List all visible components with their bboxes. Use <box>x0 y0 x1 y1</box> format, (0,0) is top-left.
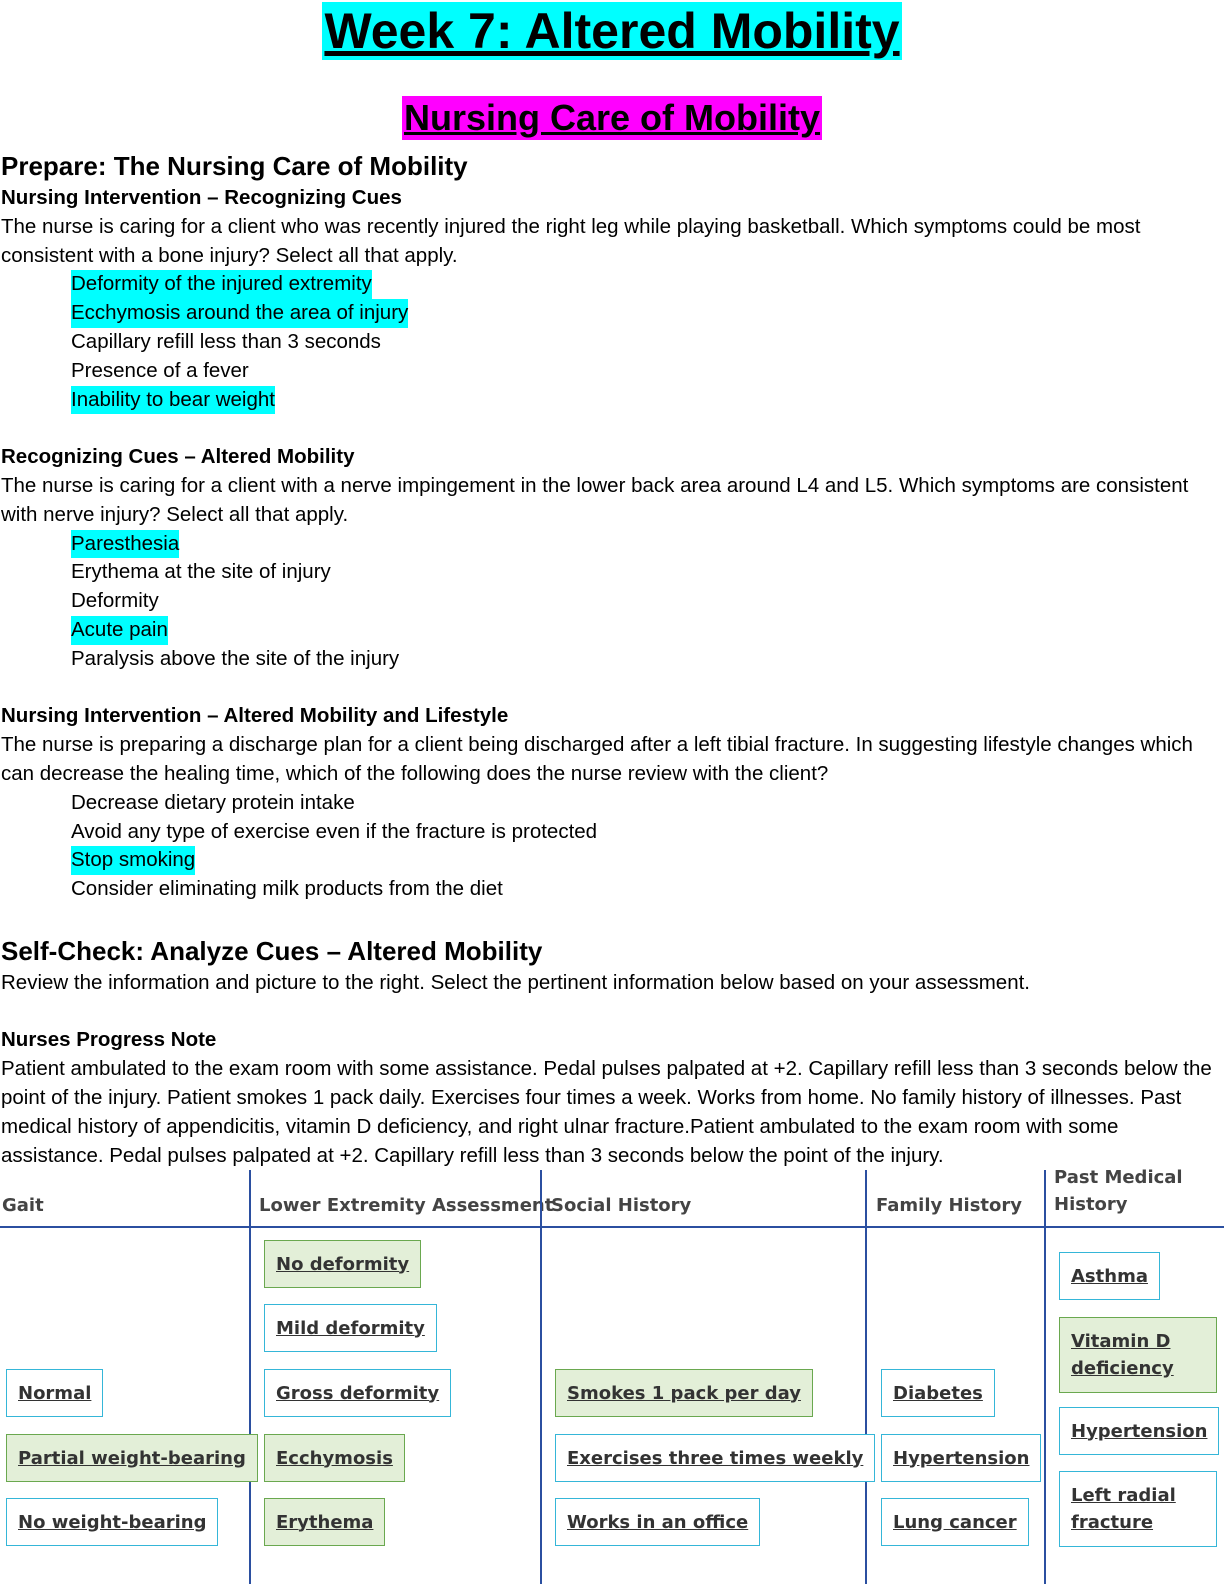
column-header-past-medical-history: Past Medical History <box>1054 1167 1183 1215</box>
section-heading-selfcheck: Self-Check: Analyze Cues – Altered Mobility <box>1 935 543 966</box>
column-divider <box>865 1170 867 1584</box>
q3-option-label: Avoid any type of exercise even if the fracture is protected <box>71 819 598 843</box>
q2-option <box>1 530 1223 559</box>
pmh-option-hypertension[interactable]: Hypertension <box>1059 1407 1219 1455</box>
q3-option <box>1 846 1223 875</box>
spacer <box>1 998 1223 1027</box>
q1-option <box>1 299 1223 328</box>
q3-option-label: Stop smoking <box>71 846 195 875</box>
q2-option-label: Deformity <box>71 589 159 613</box>
question1-heading: Nursing Intervention – Recognizing Cues <box>1 186 402 209</box>
document-body <box>1 148 1223 1170</box>
spacer <box>1 414 1223 443</box>
lower-option-no-deformity[interactable]: No deformity <box>264 1240 421 1288</box>
q3-option <box>1 875 1223 904</box>
question3-text: The nurse is preparing a discharge plan for a client being discharged after a left tibial fracture. In suggesting lifestyle changes which can decrease the healing time, which of the following does the nurse review with the client? <box>1 733 1193 785</box>
column-header-lower-extremity: Lower Extremity Assessment <box>259 1195 554 1216</box>
pmh-option-asthma[interactable]: Asthma <box>1059 1252 1160 1300</box>
q1-option-label: Presence of a fever <box>71 358 249 382</box>
pmh-option-left-radial-fracture[interactable]: Left radial fracture <box>1059 1471 1217 1547</box>
q1-option <box>1 386 1223 415</box>
family-option-hypertension[interactable]: Hypertension <box>881 1434 1041 1482</box>
section-heading-prepare: Prepare: The Nursing Care of Mobility <box>1 151 468 181</box>
family-option-diabetes[interactable]: Diabetes <box>881 1369 995 1417</box>
social-option-exercises[interactable]: Exercises three times weekly <box>555 1434 875 1482</box>
gait-option-no-weight-bearing[interactable]: No weight-bearing <box>6 1498 218 1546</box>
family-option-lung-cancer[interactable]: Lung cancer <box>881 1498 1029 1546</box>
column-header-gait: Gait <box>2 1195 44 1216</box>
document-subtitle: Nursing Care of Mobility <box>403 97 821 138</box>
q1-option <box>1 357 1223 386</box>
document-title: Week 7: Altered Mobility <box>324 3 900 59</box>
column-header-social-history: Social History <box>551 1195 692 1216</box>
q2-option <box>1 616 1223 645</box>
q2-option <box>1 587 1223 616</box>
lower-option-erythema[interactable]: Erythema <box>264 1498 385 1546</box>
question2-text: The nurse is caring for a client with a nerve impingement in the lower back area around L4 and L5. Which symptoms are consistent with nerve injury? Select all that apply. <box>1 473 1189 526</box>
column-divider <box>540 1170 542 1584</box>
q1-option-label: Ecchymosis around the area of injury <box>71 299 408 328</box>
q1-option <box>1 328 1223 357</box>
header-divider <box>0 1226 1224 1228</box>
question3-heading: Nursing Intervention – Altered Mobility and Lifestyle <box>1 704 509 728</box>
assessment-table <box>0 1166 1224 1584</box>
progress-note-text: Patient ambulated to the exam room with some assistance. Pedal pulses palpated at +2. Capillary refill less than 3 seconds below the point of the injury. Patient smokes 1 pack daily. Exercises four times a week. Works from home. No family history of illnesses. Past medical history of appendicitis, vitamin D deficiency, and right ulnar fracture.Patient ambulated to the exam room with some assistance. Pedal pulses palpated at +2. Capillary refill less than 3 seconds below the point of the injury. <box>1 1057 1212 1167</box>
spacer <box>1 904 1223 933</box>
question1-text: The nurse is caring for a client who was recently injured the right leg while playing basketball. Which symptoms could be most consistent with a bone injury? Select all that apply. <box>1 214 1141 267</box>
social-option-works[interactable]: Works in an office <box>555 1498 760 1546</box>
q2-option-label: Acute pain <box>71 616 168 645</box>
q2-option-label: Paralysis above the site of the injury <box>71 646 400 670</box>
lower-option-ecchymosis[interactable]: Ecchymosis <box>264 1434 405 1482</box>
gait-option-partial-weight-bearing[interactable]: Partial weight-bearing <box>6 1434 258 1482</box>
progress-note-heading: Nurses Progress Note <box>1 1028 217 1052</box>
q3-option-label: Decrease dietary protein intake <box>71 790 355 814</box>
column-divider <box>1044 1170 1046 1584</box>
pmh-option-vitamin-d-deficiency[interactable]: Vitamin D deficiency <box>1059 1317 1217 1393</box>
document-subtitle-wrap <box>0 96 1224 140</box>
q2-option-label: Erythema at the site of injury <box>71 560 331 584</box>
social-option-smokes[interactable]: Smokes 1 pack per day <box>555 1369 813 1417</box>
q3-option-label: Consider eliminating milk products from the diet <box>71 877 503 901</box>
q2-option-label: Paresthesia <box>71 530 179 559</box>
gait-option-normal[interactable]: Normal <box>6 1369 103 1417</box>
spacer <box>1 674 1223 703</box>
column-divider <box>249 1170 251 1584</box>
column-header-family-history: Family History <box>876 1195 1023 1216</box>
question2-heading: Recognizing Cues – Altered Mobility <box>1 445 355 469</box>
q2-option <box>1 645 1223 674</box>
q1-option <box>1 270 1223 299</box>
lower-option-mild-deformity[interactable]: Mild deformity <box>264 1304 437 1352</box>
q1-option-label: Deformity of the injured extremity <box>71 270 372 299</box>
lower-option-gross-deformity[interactable]: Gross deformity <box>264 1369 451 1417</box>
q3-option <box>1 789 1223 818</box>
document-title-wrap <box>0 2 1224 60</box>
q3-option <box>1 818 1223 847</box>
q1-option-label: Capillary refill less than 3 seconds <box>71 329 381 353</box>
q1-option-label: Inability to bear weight <box>71 386 275 415</box>
q2-option <box>1 558 1223 587</box>
selfcheck-instruction: Review the information and picture to the right. Select the pertinent information below based on your assessment. <box>1 970 1030 994</box>
